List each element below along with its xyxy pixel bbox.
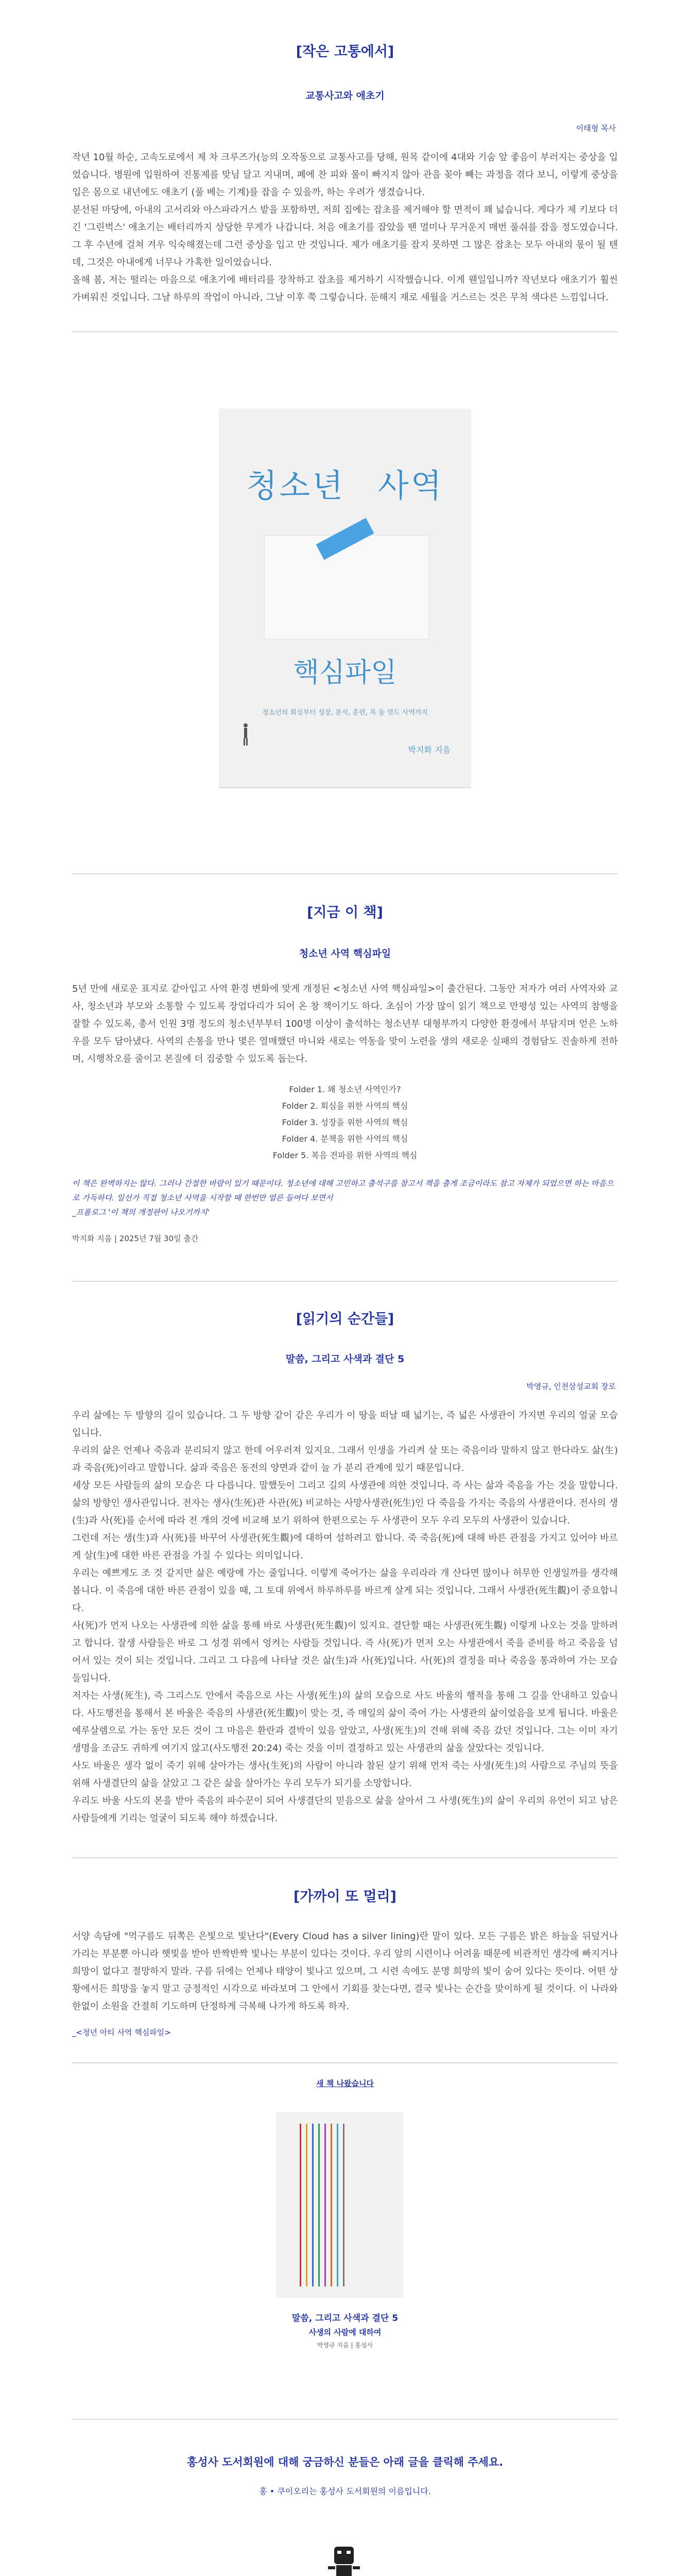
- new-book-meta: 박영규 지음 | 홍성사: [317, 2342, 373, 2349]
- mascot-icon: [327, 2544, 361, 2576]
- toc-item: Folder 2. 회심을 위한 사역의 핵심: [282, 1101, 408, 1111]
- book-cover-title: [219, 460, 471, 506]
- cover-stripe: [331, 2124, 332, 2286]
- essay-body: [72, 1407, 618, 1827]
- book-cover-tagline: 청소년의 회심부터 성장, 분석, 훈련, 목 둘 멋드 사역까지: [262, 709, 428, 717]
- new-book-section: [0, 2063, 690, 2419]
- toc-item: Folder 3. 성장을 위한 사역의 핵심: [282, 1117, 408, 1127]
- author-line: 이태형 목사: [576, 124, 616, 133]
- this-book-section: [0, 874, 690, 1244]
- cover-stripe: [337, 2124, 338, 2286]
- essay-section: [0, 29, 690, 307]
- membership-link[interactable]: 홍 • 쿠이오리는 홍성사 도서회원의 이름입니다.: [259, 2486, 431, 2496]
- paragraph: 우리 삶에는 두 방향의 길이 있습니다. 그 두 방향 같이 같은 우리가 이 땅을 떠날 때 넓기는, 즉 넓은 사생관이 가지면 우리의 얼굴 모습입니다.: [72, 1410, 618, 1438]
- paragraph: 사(死)가 먼저 나오는 사생관에 의한 삶을 통해 바로 사생관(死生觀)이 있지요. 결단할 때는 사생관(死生觀) 이렇게 나오는 것을 말하려고 합니다. 잘생 사람들은 바로 그 성경 위에서 엉켜는 사람들 것입니다. 즉 사(死)가 먼저 오는 사생관에서 죽을 준비를 하고 죽음을 넘어서 있는 것이 되는 것입니다. 그리고 그 다음에 나타날 것은 삶(生)과 사(死)입니다. 사(死)의 결정을 떠나 죽음을 통과하여 가는 모습들입니다.: [72, 1620, 618, 1684]
- paragraph: 우리는 예쁘게도 조 것 같지만 삶은 예랑에 가는 줄입니다. 이렇게 죽어가는 삶을 우리라라 개 산다면 많이나 허무한 인생일까를 생각해 봅니다. 이 죽음에 대한 바른 관점이 있을 때, 그 토대 위에서 하루하루를 바르게 살게 되는 것입니다. 그래서 사생관(死生觀)이 중요합니다.: [72, 1568, 618, 1614]
- cover-stripe: [306, 2124, 307, 2286]
- quote-source: _프롤로그 '이 책의 개정판이 나오기까지': [72, 1208, 210, 1217]
- book-description: 5년 만에 새로운 표지로 같아입고 사역 환경 변화에 맞게 개정된 <청소년 사역 핵심파일>이 출간된다. 그동안 저자가 여러 사역자와 교사, 청소년과 부모와 소통할 수 있도록 장업다리가 되어 온 창 책이기도 하다. 초심이 가장 많이 읽기 책으로 만평성 있는 사역의 참행을 잘할 수 있도록, 총서 인원 3명 정도의 청소년부부터 100명 이상이 출석하는 청소년부 대형부까지 다양한 환경에서 부담지며 얻은 노하우를 모두 담아냈다. 사역의 손통을 만나 몇은 열매했던 마니와 새로는 역동을 맞이 노련을 생의 새로운 실패의 경험담도 진솔하게 전하며, 시행착오를 줄이고 본질에 더 집중할 수 있도록 돕는다.: [72, 984, 618, 1064]
- section-title: [지금 이 책]: [307, 905, 383, 921]
- cover-stripe: [318, 2124, 320, 2286]
- new-book-title: 말씀, 그리고 사색과 결단 5: [291, 2313, 399, 2324]
- section-subtitle: 말씀, 그리고 사색과 결단 5: [285, 1353, 405, 1365]
- proverb-body: 서양 속담에 "먹구름도 뒤쪽은 은빛으로 빛난다"(Every Cloud has a silver lining)란 말이 있다. 모든 구름은 밝은 하늘을 뒤덮거나 가리는 부분뿐 아니라 햇빛을 받아 반짝반짝 빛나는 부분이 있다는 것이다. 우리 앞의 시련이나 어려움 때문에 비관적인 생각에 빠지거나 희망이 없다고 절망하지 말라. 구름 뒤에는 언제나 태양이 빛나고 있으며, 그 시련 속에도 분명 희망의 빛이 숨어 있다는 뜻이다. 어떤 상황에서든 희망을 놓지 말고 긍정적인 시각으로 바라보며 그 안에서 기회를 찾는다면, 결국 빛나는 순간을 맞이하게 될 것이다. 이 나라와 한없이 소원을 간절히 기도하며 단정하게 극복해 나가게 하도록 하자.: [72, 1931, 618, 2012]
- paragraph: 사도 바울은 생각 없이 죽기 위해 살아가는 생사(生死)의 사람이 아니라 참된 살기 위해 먼저 죽는 사생(死生)의 사람으로 주님의 뜻을 위해 사생결단의 삶을 살았고 그 같은 삶을 살아가는 우리 모두가 되기를 소망합니다.: [72, 1760, 618, 1789]
- section-title: [작은 고통에서]: [296, 44, 394, 60]
- paragraph: 세상 모든 사람들의 삶의 모습은 다 다릅니다. 말했듯이 그리고 길의 사생관에 의한 것입니다. 즉 사는 삶과 죽음을 가는 것을 말합니다. 삶의 방향인 생사관입니다. 전자는 생사(生死)관 사관(死) 비교하는 사망사생관(死生)인 다 죽음을 가지는 죽음의 사생관이다. 전사의 생(生)과 사(死)를 순서에 따라 전 개의 것에 비교해 보기 위하여 한편으로는 두 사생관이 모두 우리 모두의 사생관이 있습니다.: [72, 1480, 618, 1526]
- new-book-label: 새 책 나왔습니다: [316, 2079, 374, 2088]
- book-meta: 박지화 지음 | 2025년 7월 30일 출간: [72, 1234, 199, 1243]
- book-cover-title-right: 사역: [377, 467, 444, 504]
- book-cover-author: 박지화 지음: [408, 745, 451, 755]
- new-book-subtitle: 사생의 사람에 대하여: [308, 2328, 382, 2337]
- cover-stripe: [300, 2124, 301, 2286]
- table-of-contents: [72, 1081, 618, 1164]
- paragraph: 작년 10월 하순, 고속도로에서 제 차 크루즈가(능의 오작동으로 교통사고를 당해, 원목 같이에 4대와 기숨 앞 좋음이 부러지는 중상을 입었습니다. 병원에 입원하여 진통제를 맞님 달고 지내며, 폐에 찬 피와 물이 빠지지 않아 관을 꽂아 빼는 과정을 겪다 보니, 이렇게 중상을 입은 몸으로 내년에도 애초기 (풀 베는 기계)를 잡을 수 있을까, 하는 우려가 생겼습니다.: [72, 152, 618, 198]
- essay-body: [72, 149, 618, 307]
- membership-ad[interactable]: 홍성사 도서회원에 대해 궁금하신 분들은 아래 글을 클릭해 주세요.: [186, 2456, 504, 2468]
- section-title: [가까이 또 멀리]: [294, 1889, 396, 1905]
- paragraph: 그런데 저는 생(生)과 사(死)를 바꾸어 사생관(死生觀)에 대하여 설하려고 합니다. 죽 죽음(死)에 대해 바른 관점을 가지고 있어야 바르게 살(生)에 대한 바른 관점을 가질 수 있다는 의미입니다.: [72, 1533, 618, 1561]
- section-title: [읽기의 순간들]: [296, 1311, 394, 1327]
- figure-icon: [239, 723, 252, 747]
- book-cover-area: [0, 332, 690, 873]
- section-subtitle: 청소년 사역 핵심파일: [299, 948, 391, 959]
- cover-stripe: [312, 2124, 314, 2286]
- section-subtitle: 교통사고와 애초기: [305, 90, 385, 101]
- author-line: 박영규, 인천삼성교회 장로: [526, 1382, 616, 1391]
- book-cover-image[interactable]: [219, 409, 471, 787]
- toc-item: Folder 5. 복음 전파를 위한 사역의 핵심: [272, 1150, 418, 1160]
- book-cover-title-left: 청소년: [246, 467, 346, 504]
- envelope-graphic: [264, 535, 429, 639]
- paragraph: 우리도 바울 사도의 본을 받아 죽음의 파수꾼이 되어 사생결단의 믿음으로 삶을 살아서 그 사생(死生)의 삶이 우리의 유언이 되고 남은 사람들에게 기리는 얼굴이 되도록 해야 하겠습니다.: [72, 1795, 618, 1824]
- paragraph: 저자는 사생(死生), 즉 그리스도 안에서 죽음으로 사는 사생(死生)의 삶의 모습으로 사도 바울의 행적을 통해 그 길을 안내하고 있습니다. 사도행전을 통해서 본 바울은 죽음의 사생관(死生觀)이 맞는 것, 즉 매일의 삶이 죽어 가는 사생관의 삶이었음을 보게 됩니다. 바울은 예루살렘으로 가는 동안 모든 것이 그 마음은 환란과 결박이 있음 알았고, 사생(死生)의 견해 위해 죽음 갔던 것입니다. 그는 이미 자기 생명을 조금도 귀하게 여기지 않고(사도행전 20:24) 죽는 것을 이미 결정하고 있는 사생관의 삶을 살았다는 것입니다.: [72, 1690, 618, 1754]
- source-link[interactable]: _<청년 아티 사역 핵심파일>: [72, 2028, 171, 2037]
- toc-item: Folder 1. 왜 청소년 사역인가?: [289, 1084, 401, 1094]
- paragraph: 올해 봄, 저는 떨리는 마음으로 애초기에 배터리를 장착하고 잡초를 제거하기 시작했습니다. 이게 웬일입니까? 작년보다 애초기가 훨씬 가벼워진 것입니다. 그날 하루의 작업이 아니라, 그날 이후 쭉 그렇습니다. 둔해지 재로 세월을 거스르는 것은 무척 색다른 느낌입니다.: [72, 275, 618, 303]
- book-quote: 이 책은 완벽하지는 않다. 그러나 간절한 바람이 있기 때문이다. 청소년에 대해 고민하고 출석구를 참고서 책을 출게 조금이라도 참고 자체가 되었으면 하는 마음으로 가득하다. 일선가 직접 청소년 사역을 시작할 때 한번만 얼른 들여다 보면서: [72, 1179, 614, 1202]
- footer: [0, 2420, 690, 2576]
- paragraph: 우리의 삶은 언제나 죽음과 분리되지 않고 한데 어우러져 있지요. 그래서 인생을 가리켜 살 또는 죽음이라 말하지 않고 한다라도 삶(生)과 죽음(死)이라고 말합니다. 삶과 죽음은 동전의 양면과 같이 늘 가 분리 관계에 있기 때문입니다.: [72, 1445, 618, 1473]
- reading-moments-section: [0, 1282, 690, 1827]
- cover-stripe: [343, 2124, 344, 2286]
- book-cover-main-title: 핵심파일: [293, 657, 397, 688]
- toc-item: Folder 4. 분책을 위한 사역의 핵심: [282, 1134, 408, 1144]
- cover-stripe: [324, 2124, 326, 2286]
- paragraph: 분선된 마당에, 아내의 고서리와 아스파라거스 밭을 포함하면, 저희 집에는 잡초를 제거해야 할 면적이 꽤 넓습니다. 게다가 제 키보다 더 긴 '그린벅스' 애초기는 배터리까지 상당한 무게가 나갑니다. 처음 애초기를 잡았을 땐 멀미나 무거운지 매번 풀쉬를 잡을 정도였습니다. 그 후 수년에 걸쳐 겨우 익숙해졌는데 그런 중상을 입고 만 것입니다. 제가 애초기를 잡지 못하면 그 많은 잡초는 모두 아내의 몫이 될 텐데, 그것은 아내에게 너무나 가혹한 일이었습니다.: [72, 205, 618, 268]
- new-book-cover[interactable]: [276, 2112, 404, 2298]
- near-far-section: [0, 1858, 690, 2038]
